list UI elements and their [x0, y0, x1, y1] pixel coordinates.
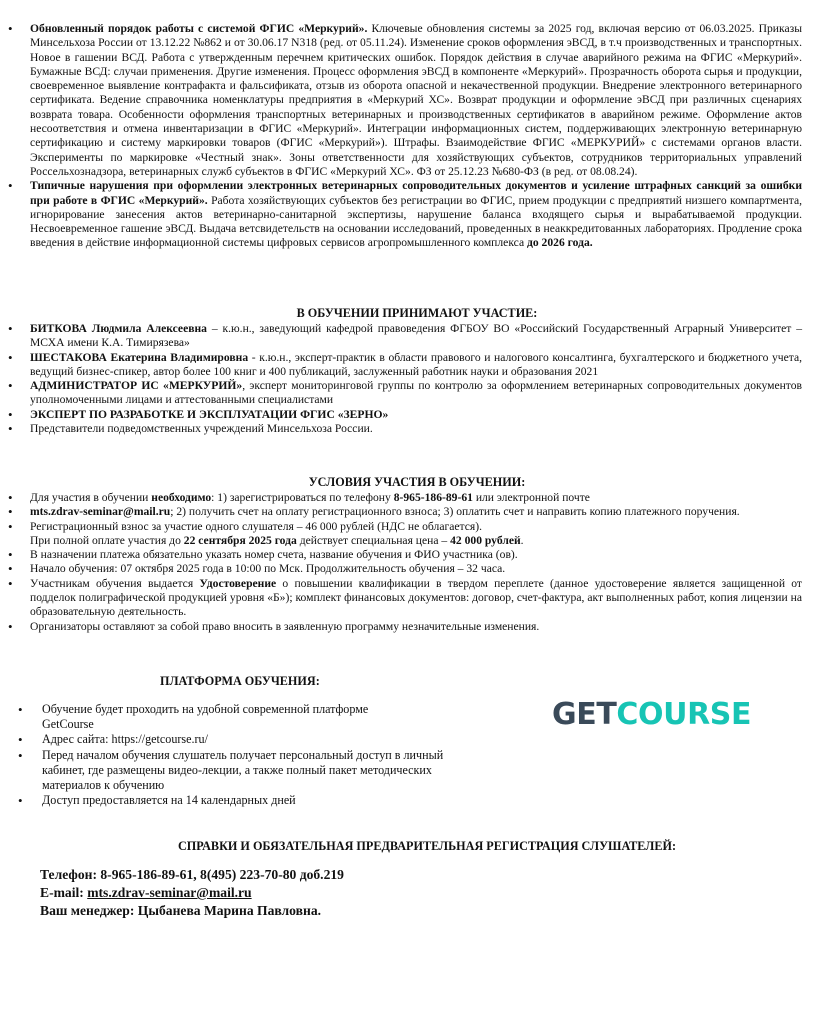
participant-name: ШЕСТАКОВА Екатерина Владимировна	[30, 350, 249, 364]
intro-item-violations	[30, 179, 802, 250]
condition-emphasis: необходимо	[151, 491, 212, 504]
fee-deadline: 22 сентября 2025 года	[183, 533, 297, 547]
condition-text: ; 2) получить счет на оплату регистрационного взноса; 3) оплатить счет и направить копию платежного поручения.	[170, 505, 740, 519]
registration-email-link[interactable]: mts.zdrav-seminar@mail.ru	[30, 505, 171, 519]
intro-item-mercury	[30, 22, 802, 179]
conditions-list	[30, 491, 802, 634]
participant-desc: Представители подведомственных учреждений Минсельхоза России.	[30, 422, 373, 436]
condition-text: о повышении квалификации в твердом переплете (данное удостоверение является защищенной от подделок полиграфической продукцией уровня «Б»); комплект финансовых документов: договор, счет-фактура, акт выполненных работ, копия лицензии на образовательную деятельность.	[30, 576, 802, 619]
participant-item	[30, 408, 802, 422]
contact-email-label: E-mail:	[40, 885, 88, 900]
participant-desc: – к.ю.н., заведующий кафедрой правоведения ФГБОУ ВО «Российский Государственный Аграрный Университет – МСХА имени К.А. Тимирязева»	[30, 322, 802, 350]
platform-heading: ПЛАТФОРМА ОБУЧЕНИЯ:	[160, 674, 320, 688]
fee-text: .	[520, 533, 524, 547]
fee-text: действует специальная цена –	[296, 533, 451, 547]
platform-item: • Доступ предоставляется на 14 календарных дней	[42, 793, 502, 808]
registration-phone: 8-965-186-89-61	[393, 491, 473, 504]
contact-manager: Ваш менеджер: Цыбанева Марина Павловна.	[40, 903, 322, 918]
certificate-label: Удостоверение	[199, 576, 277, 590]
logo-part-get: GET	[552, 697, 617, 732]
fee-text: • Регистрационный взнос за участие одного слушателя – 46 000 рублей (НДС не облагается).	[30, 519, 482, 533]
participant-name: АДМИНИСТРАТОР ИС «МЕРКУРИЙ»	[30, 379, 243, 393]
platform-item: • Обучение будет проходить на удобной современной платформе GetCourse	[42, 702, 382, 732]
participant-desc: , эксперт мониторинговой группы по контролю за оформлением ветеринарных сопроводительных документов уполномоченными лицами и аттестованными специалистами	[30, 379, 802, 407]
intro-item-title: Типичные нарушения при оформлении электронных ветеринарных сопроводительных документов и усиление штрафных санкций за ошибки при работе в ФГИС «Меркурий».	[30, 179, 802, 207]
condition-organizers-note: • Организаторы оставляют за собой право вносить в заявленную программу незначительные изменения.	[30, 620, 802, 634]
contacts-block	[40, 866, 344, 920]
platform-item-site[interactable]: • Адрес сайта: https://getcourse.ru/	[42, 732, 502, 747]
logo-part-course: COURSE	[616, 697, 752, 732]
participant-item	[30, 351, 802, 380]
intro-item-tail: до 2026 года.	[527, 236, 593, 250]
conditions-heading: УСЛОВИЯ УЧАСТИЯ В ОБУЧЕНИИ:	[308, 475, 526, 489]
fee-text: При полной оплате участия до	[30, 533, 184, 547]
participant-name: ЭКСПЕРТ ПО РАЗРАБОТКЕ И ЭКСПЛУАТАЦИИ ФГИС «ЗЕРНО»	[30, 407, 389, 421]
participant-item	[30, 422, 802, 436]
condition-fee	[30, 520, 802, 549]
participants-heading: В ОБУЧЕНИИ ПРИНИМАЮТ УЧАСТИЕ:	[296, 306, 538, 320]
platform-item: • Перед началом обучения слушатель получает персональный доступ в личный кабинет, где размещены видео-лекции, а также полный пакет методических материалов к обучению	[42, 748, 462, 794]
intro-item-text: Ключевые обновления системы за 2025 год, включая версию от 06.03.2025. Приказы Минсельхоза России от 13.12.22 №862 и от 30.06.17 N318 (ред. от 05.11.24). Изменение сроков оформления эВСД, в т.ч производственных и транспортных. Новое в гашении ВСД. Работа с утвержденным перечнем критических ошибок. Порядок действия в случае аварийного режима на ФГИС «Меркурий». Бумажные ВСД: случаи применения. Другие изменения. Процесс оформления эВСД в компоненте «Меркурий». Прозрачность оборота сырья и продукции, своевременное выявление контрафакта и фальсификата, отзыв из оборота опасной и некачественной продукции. Внедрение электронного ветеринарного сертификата. Ведение справочника номенклатуры предприятия в «Меркурий ХС». Возврат продукции и оформление эВСД при различных сценариях возврата товара. Особенности оформления транспортных ветеринарных и производственных сертификатов в аварийном режиме. Оформление актов несоответствия и отмена инвентаризации в ФГИС «Меркурий». Интеграции информационных систем, поддерживающих электронную ветеринарную сертификацию и систему маркировки товаров (ФГИС «Меркурий»). Штрафы. Взаимодействие ФГИС «МЕРКУРИЙ» с системами органов власти. Эксперименты по маркировке «Честный знак». Зоны ответственности для хозяйствующих субъектов, сотрудников территориальных управлений Россельхознадзора, ветеринарных служб субъектов в ФГИС «Меркурий ХС». ФЗ от 25.12.23 №680-ФЗ (в ред. от 08.08.24).	[30, 22, 802, 178]
condition-start-date: • Начало обучения: 07 октября 2025 года в 10:00 по Мск. Продолжительность обучения – 32 часа.	[30, 562, 802, 576]
contact-email-line	[40, 884, 344, 902]
getcourse-logo	[552, 697, 752, 732]
fee-special-price: 42 000 рублей	[450, 533, 521, 547]
contact-email-link[interactable]: mts.zdrav-seminar@mail.ru	[87, 885, 252, 900]
participant-desc: - к.ю.н., эксперт-практик в области правового и налогового консалтинга, бухгалтерского и бюджетного учета, ведущий бизнес-спикер, автор более 100 книг и 400 публикаций, заслуженный работник науки и образования 2021	[30, 350, 802, 378]
condition-registration	[30, 491, 802, 505]
condition-text: : 1) зарегистрироваться по телефону	[211, 491, 394, 504]
condition-text: Для участия в обучении	[30, 491, 152, 504]
intro-item-text: Работа хозяйствующих субъектов без регистрации во ФГИС, прием продукции с предприятий низшего компартмента, игнорирование занесения актов ветеринарно-санитарной экспертизы, нарушение баланса входящего сырья и вырабатываемой продукции. Несвоевременное гашение эВСД. Выдача ветсвидетельств на основании исследований, проведенных в неаккредитованных лабораториях. Продление срока введения в действие информационной системы цифровых сервисов агропромышленного комплекса	[30, 193, 802, 250]
participants-list	[30, 322, 802, 436]
condition-text: или электронной почте	[472, 491, 590, 504]
intro-item-title: Обновленный порядок работы с системой ФГИС «Меркурий».	[30, 22, 368, 35]
intro-list	[30, 22, 802, 251]
participant-name: БИТКОВА Людмила Алексеевна	[30, 322, 207, 335]
participant-item	[30, 379, 802, 408]
contact-phone: Телефон: 8-965-186-89-61, 8(495) 223-70-80 доб.219	[40, 867, 344, 882]
condition-payment-purpose: • В назначении платежа обязательно указать номер счета, название обучения и ФИО участника (ов).	[30, 548, 802, 562]
participant-item	[30, 322, 802, 351]
condition-certificate	[30, 577, 802, 620]
condition-text: Участникам обучения выдается	[30, 576, 200, 590]
condition-email	[30, 505, 802, 519]
contacts-heading: СПРАВКИ И ОБЯЗАТЕЛЬНАЯ ПРЕДВАРИТЕЛЬНАЯ РЕГИСТРАЦИЯ СЛУШАТЕЛЕЙ:	[177, 839, 677, 853]
platform-list	[42, 702, 502, 808]
